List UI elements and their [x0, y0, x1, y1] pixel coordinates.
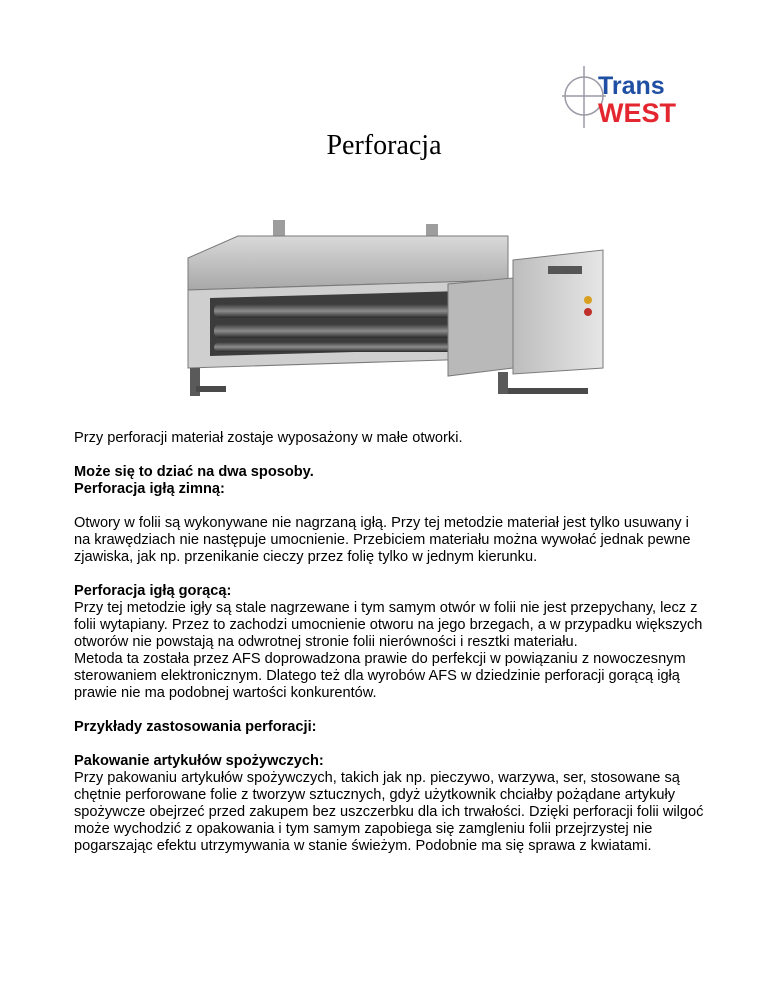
page-title: Perforacja [326, 130, 442, 161]
food-packaging-heading: Pakowanie artykułów spożywczych: [74, 753, 324, 769]
hot-perforation-heading: Perforacja igłą gorącą: [74, 583, 232, 599]
hot-perforation-text-1: Przy tej metodzie igły są stale nagrzewane i tym samym otwór w folii nie jest przepychany, lecz z folii wytapiany. Przez to zachodzi umocnienie otworu na jego brzegach, a w przypadku większych otworów nie powstają na odwrotnej stronie folii nierówności i resztki materiału. [74, 600, 703, 650]
logo-line2: WEST [598, 98, 676, 128]
methods-heading: Może się to dziać na dwa sposoby. [74, 464, 314, 480]
cold-perforation-text: Otwory w folii są wykonywane nie nagrzaną igłą. Przy tej metodzie materiał jest tylko usuwany i na krawędziach nie następuje umocnienie. Przebiciem materiału można wywołać jednak pewne zjawiska, jak np. przenikanie cieczy przez folię tylko w jednym kierunku. [74, 515, 691, 565]
perforation-machine-image [168, 218, 608, 398]
article-body [74, 430, 704, 855]
logo-line1: Trans [598, 72, 665, 100]
examples-heading: Przykłady zastosowania perforacji: [74, 719, 317, 735]
hot-perforation-text-2: Metoda ta została przez AFS doprowadzona prawie do perfekcji w powiązaniu z nowoczesnym sterowaniem elektronicznym. Dlatego też dla wyrobów AFS w dziedzinie perforacji gorącą igłą prawie nie ma podobnej wartości konkurentów. [74, 651, 686, 701]
cold-perforation-heading: Perforacja igłą zimną: [74, 481, 225, 497]
intro-paragraph: Przy perforacji materiał zostaje wyposażony w małe otworki. [74, 430, 463, 446]
trans-west-logo [562, 66, 692, 136]
food-packaging-text: Przy pakowaniu artykułów spożywczych, takich jak np. pieczywo, warzywa, ser, stosowane są chętnie perforowane folie z tworzyw sztucznych, gdyż użytkownik chciałby pożądane artykuły spożywcze obejrzeć przed zakupem bez uszczerbku dla ich trwałości. Dzięki perforacji folii wilgoć może wychodzić z opakowania i tym samym zapobiega się zamgleniu folii przejrzystej nie pogarszając efektu utrzymywania w stanie świeżym. Podobnie ma się sprawa z kwiatami. [74, 770, 704, 854]
